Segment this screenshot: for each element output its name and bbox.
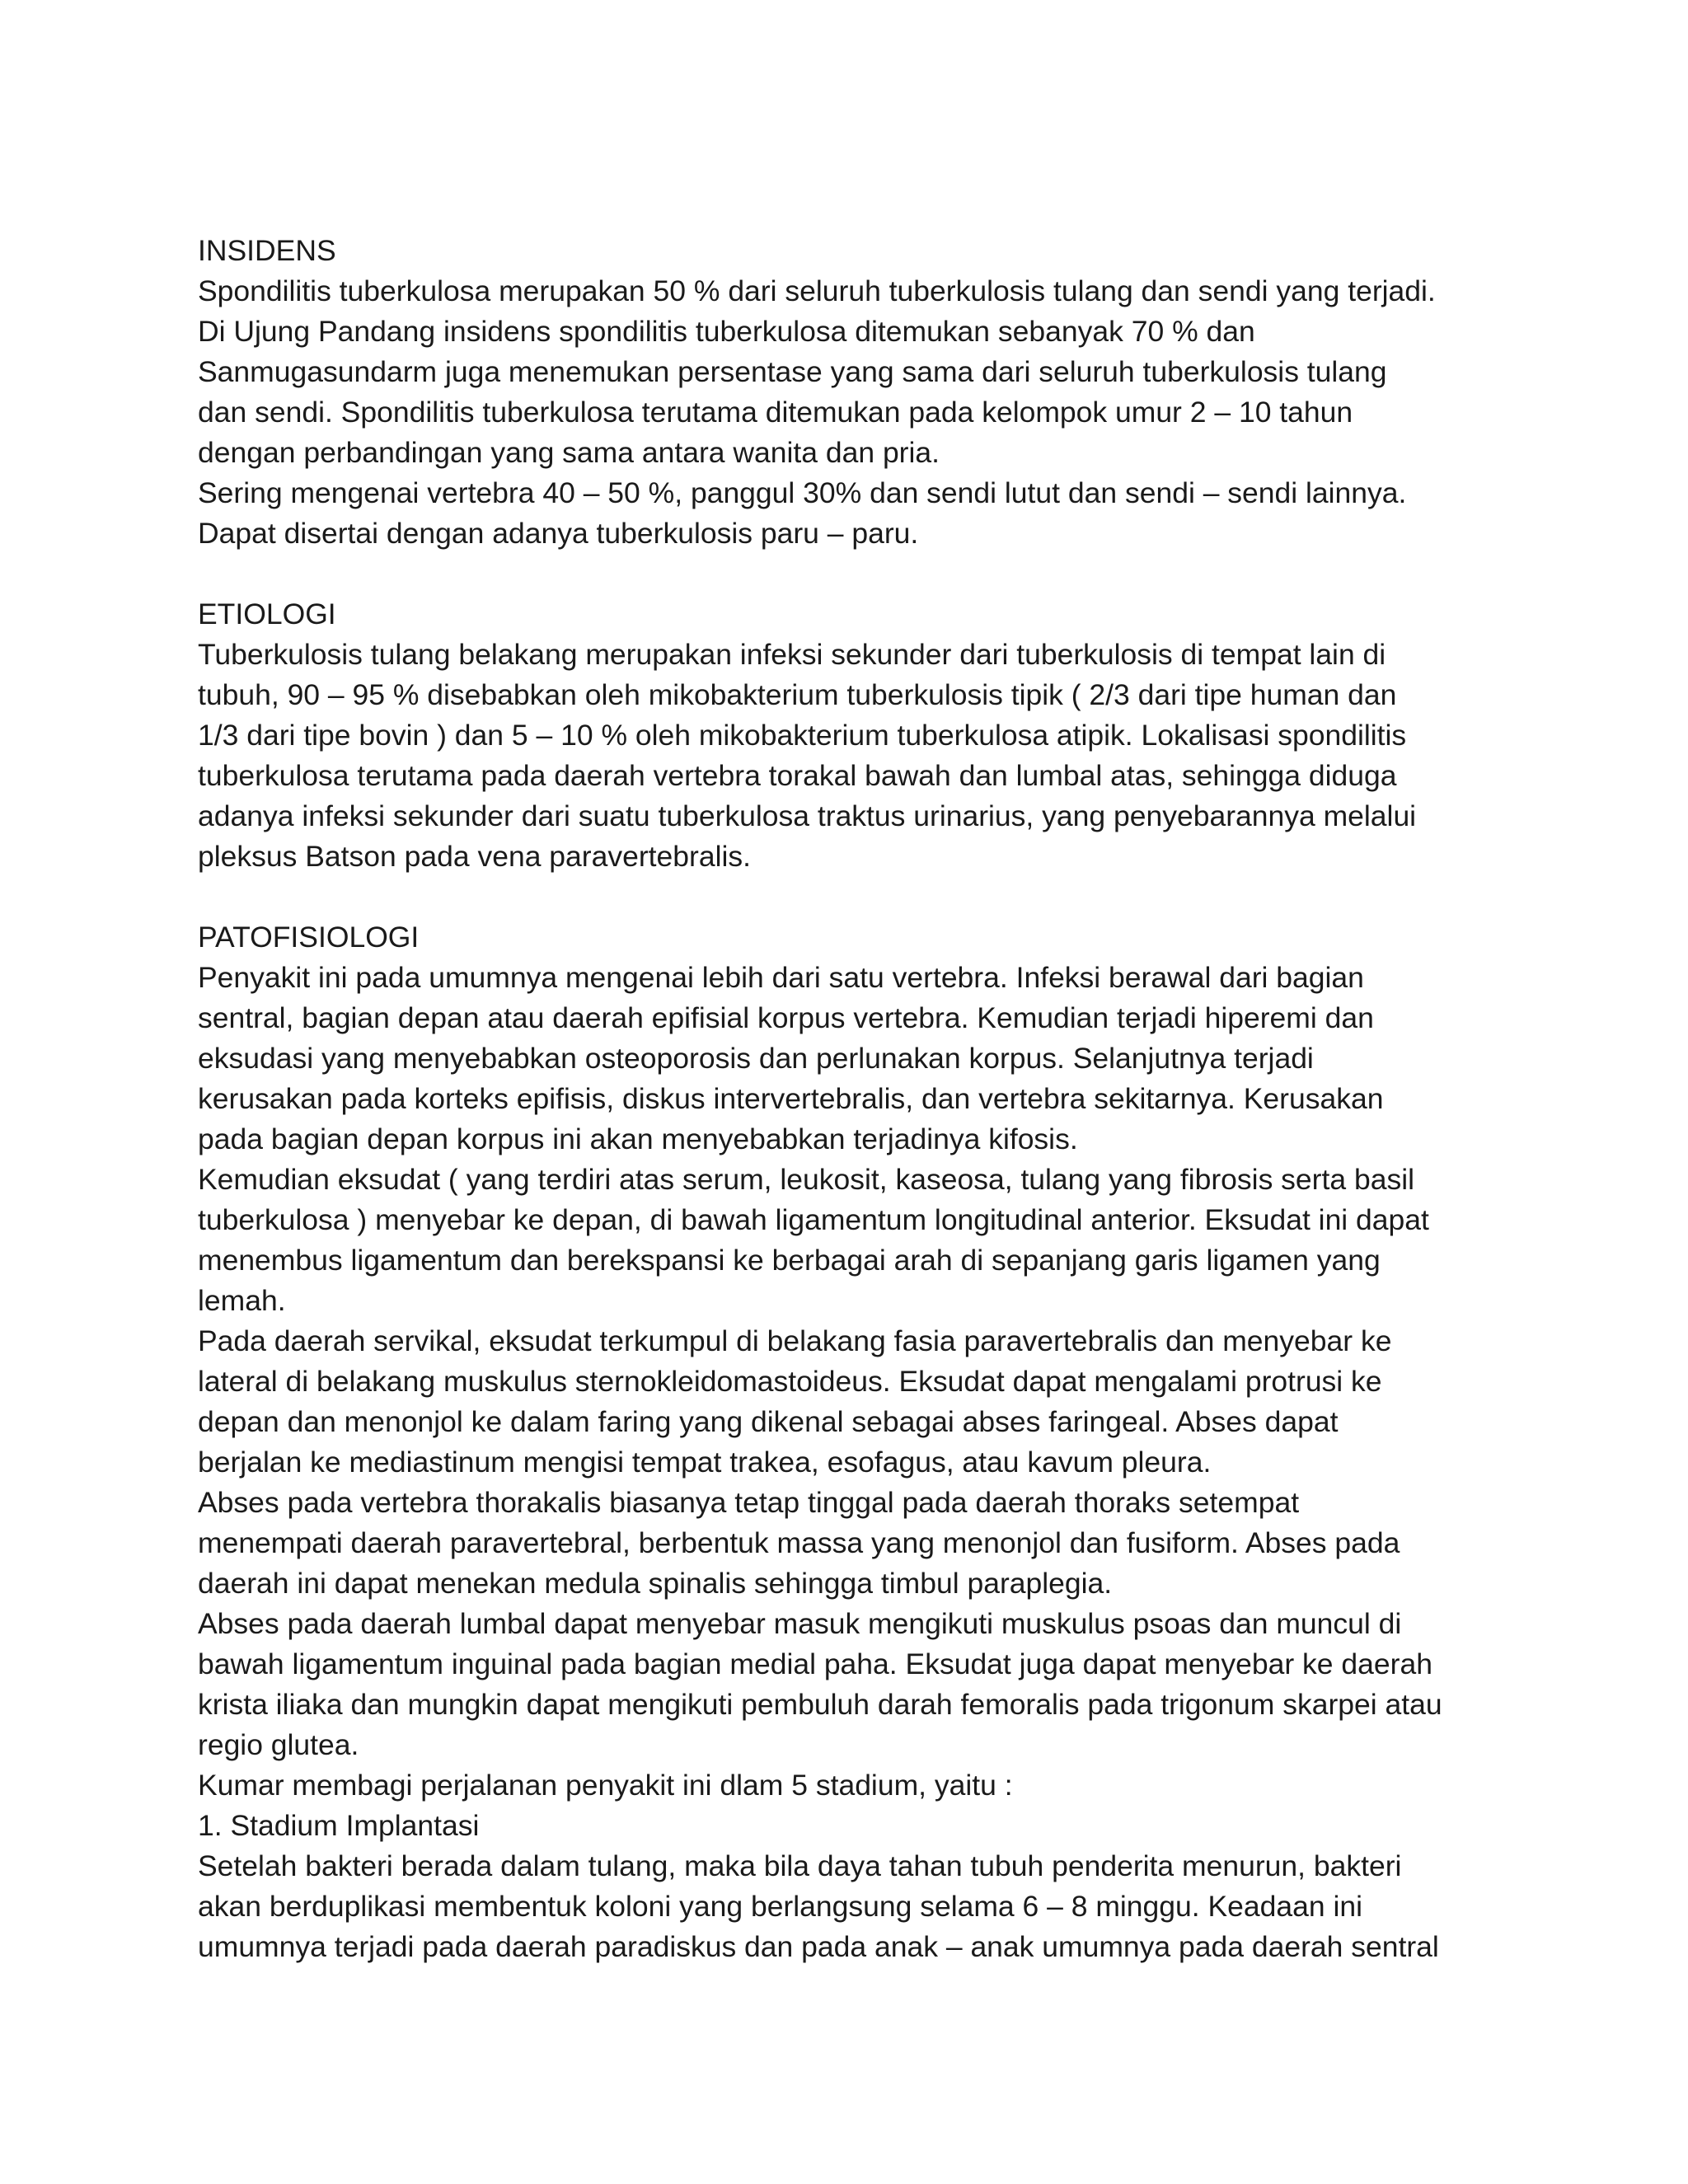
paragraph xyxy=(198,1160,1517,1321)
paragraph xyxy=(198,958,1517,1160)
text-line: Spondilitis tuberkulosa merupakan 50 % dari seluruh tuberkulosis tulang dan sendi yang terjadi. xyxy=(198,274,1436,307)
text-line: depan dan menonjol ke dalam faring yang dikenal sebagai abses faringeal. Abses dapat xyxy=(198,1405,1339,1438)
text-line: pada bagian depan korpus ini akan menyebabkan terjadinya kifosis. xyxy=(198,1122,1078,1155)
text-line: sentral, bagian depan atau daerah epifisial korpus vertebra. Kemudian terjadi hiperemi dan xyxy=(198,1001,1374,1034)
text-line: Sering mengenai vertebra 40 – 50 %, panggul 30% dan sendi lutut dan sendi – sendi lainnya. xyxy=(198,476,1407,509)
blank-line xyxy=(198,877,1517,917)
text-line: Sanmugasundarm juga menemukan persentase yang sama dari seluruh tuberkulosis tulang xyxy=(198,355,1387,388)
section-insidens xyxy=(198,231,1517,554)
paragraph xyxy=(198,1765,1517,1806)
text-line: 1. Stadium Implantasi xyxy=(198,1809,480,1842)
section-etiologi xyxy=(198,594,1517,877)
text-line: tuberkulosa ) menyebar ke depan, di bawah ligamentum longitudinal anterior. Eksudat ini dapat xyxy=(198,1203,1429,1236)
text-line: menembus ligamentum dan berekspansi ke berbagai arah di sepanjang garis ligamen yang xyxy=(198,1244,1381,1277)
text-line: eksudasi yang menyebabkan osteoporosis dan perlunakan korpus. Selanjutnya terjadi xyxy=(198,1042,1314,1075)
text-line: akan berduplikasi membentuk koloni yang berlangsung selama 6 – 8 minggu. Keadaan ini xyxy=(198,1890,1363,1923)
text-line: tubuh, 90 – 95 % disebabkan oleh mikobakterium tuberkulosis tipik ( 2/3 dari tipe human dan xyxy=(198,678,1397,711)
text-line: Di Ujung Pandang insidens spondilitis tuberkulosa ditemukan sebanyak 70 % dan xyxy=(198,315,1255,348)
text-line: krista iliaka dan mungkin dapat mengikuti pembuluh darah femoralis pada trigonum skarpei atau xyxy=(198,1688,1442,1721)
text-line: berjalan ke mediastinum mengisi tempat trakea, esofagus, atau kavum pleura. xyxy=(198,1446,1212,1479)
text-line: regio glutea. xyxy=(198,1728,359,1761)
text-line: daerah ini dapat menekan medula spinalis sehingga timbul paraplegia. xyxy=(198,1567,1113,1600)
section-heading: ETIOLOGI xyxy=(198,598,336,630)
paragraph xyxy=(198,1483,1517,1604)
text-line: dan sendi. Spondilitis tuberkulosa terutama ditemukan pada kelompok umur 2 – 10 tahun xyxy=(198,396,1353,429)
paragraph xyxy=(198,271,1517,473)
text-line: Penyakit ini pada umumnya mengenai lebih dari satu vertebra. Infeksi berawal dari bagian xyxy=(198,961,1364,994)
text-line: dengan perbandingan yang sama antara wanita dan pria. xyxy=(198,436,940,469)
text-line: lemah. xyxy=(198,1284,286,1317)
paragraph xyxy=(198,1321,1517,1483)
paragraph xyxy=(198,635,1517,877)
text-line: Pada daerah servikal, eksudat terkumpul di belakang fasia paravertebralis dan menyebar ke xyxy=(198,1324,1392,1357)
text-line: adanya infeksi sekunder dari suatu tuberkulosa traktus urinarius, yang penyebarannya melalui xyxy=(198,799,1417,832)
text-line: kerusakan pada korteks epifisis, diskus intervertebralis, dan vertebra sekitarnya. Kerusakan xyxy=(198,1082,1384,1115)
blank-line xyxy=(198,554,1517,594)
list-item-heading xyxy=(198,1806,1517,1846)
text-line: Dapat disertai dengan adanya tuberkulosis paru – paru. xyxy=(198,517,919,550)
text-line: Kumar membagi perjalanan penyakit ini dlam 5 stadium, yaitu : xyxy=(198,1769,1013,1802)
text-line: umumnya terjadi pada daerah paradiskus dan pada anak – anak umumnya pada daerah sentral xyxy=(198,1930,1439,1963)
paragraph xyxy=(198,1846,1517,1967)
text-line: Abses pada daerah lumbal dapat menyebar masuk mengikuti muskulus psoas dan muncul di xyxy=(198,1607,1402,1640)
document-body xyxy=(198,231,1517,1967)
text-line: 1/3 dari tipe bovin ) dan 5 – 10 % oleh mikobakterium tuberkulosa atipik. Lokalisasi spondilitis xyxy=(198,719,1407,752)
section-heading: PATOFISIOLOGI xyxy=(198,921,420,954)
paragraph xyxy=(198,473,1517,554)
text-line: Kemudian eksudat ( yang terdiri atas serum, leukosit, kaseosa, tulang yang fibrosis serta basil xyxy=(198,1163,1414,1196)
text-line: bawah ligamentum inguinal pada bagian medial paha. Eksudat juga dapat menyebar ke daerah xyxy=(198,1647,1432,1680)
paragraph xyxy=(198,1604,1517,1765)
text-line: Abses pada vertebra thorakalis biasanya tetap tinggal pada daerah thoraks setempat xyxy=(198,1486,1300,1519)
text-line: pleksus Batson pada vena paravertebralis. xyxy=(198,840,751,873)
text-line: lateral di belakang muskulus sternokleidomastoideus. Eksudat dapat mengalami protrusi ke xyxy=(198,1365,1382,1398)
section-heading: INSIDENS xyxy=(198,234,336,267)
text-line: Setelah bakteri berada dalam tulang, maka bila daya tahan tubuh penderita menurun, bakteri xyxy=(198,1849,1402,1882)
text-line: menempati daerah paravertebral, berbentuk massa yang menonjol dan fusiform. Abses pada xyxy=(198,1526,1400,1559)
text-line: Tuberkulosis tulang belakang merupakan infeksi sekunder dari tuberkulosis di tempat lain di xyxy=(198,638,1386,671)
section-patofisiologi xyxy=(198,917,1517,1967)
text-line: tuberkulosa terutama pada daerah vertebra torakal bawah dan lumbal atas, sehingga diduga xyxy=(198,759,1397,792)
